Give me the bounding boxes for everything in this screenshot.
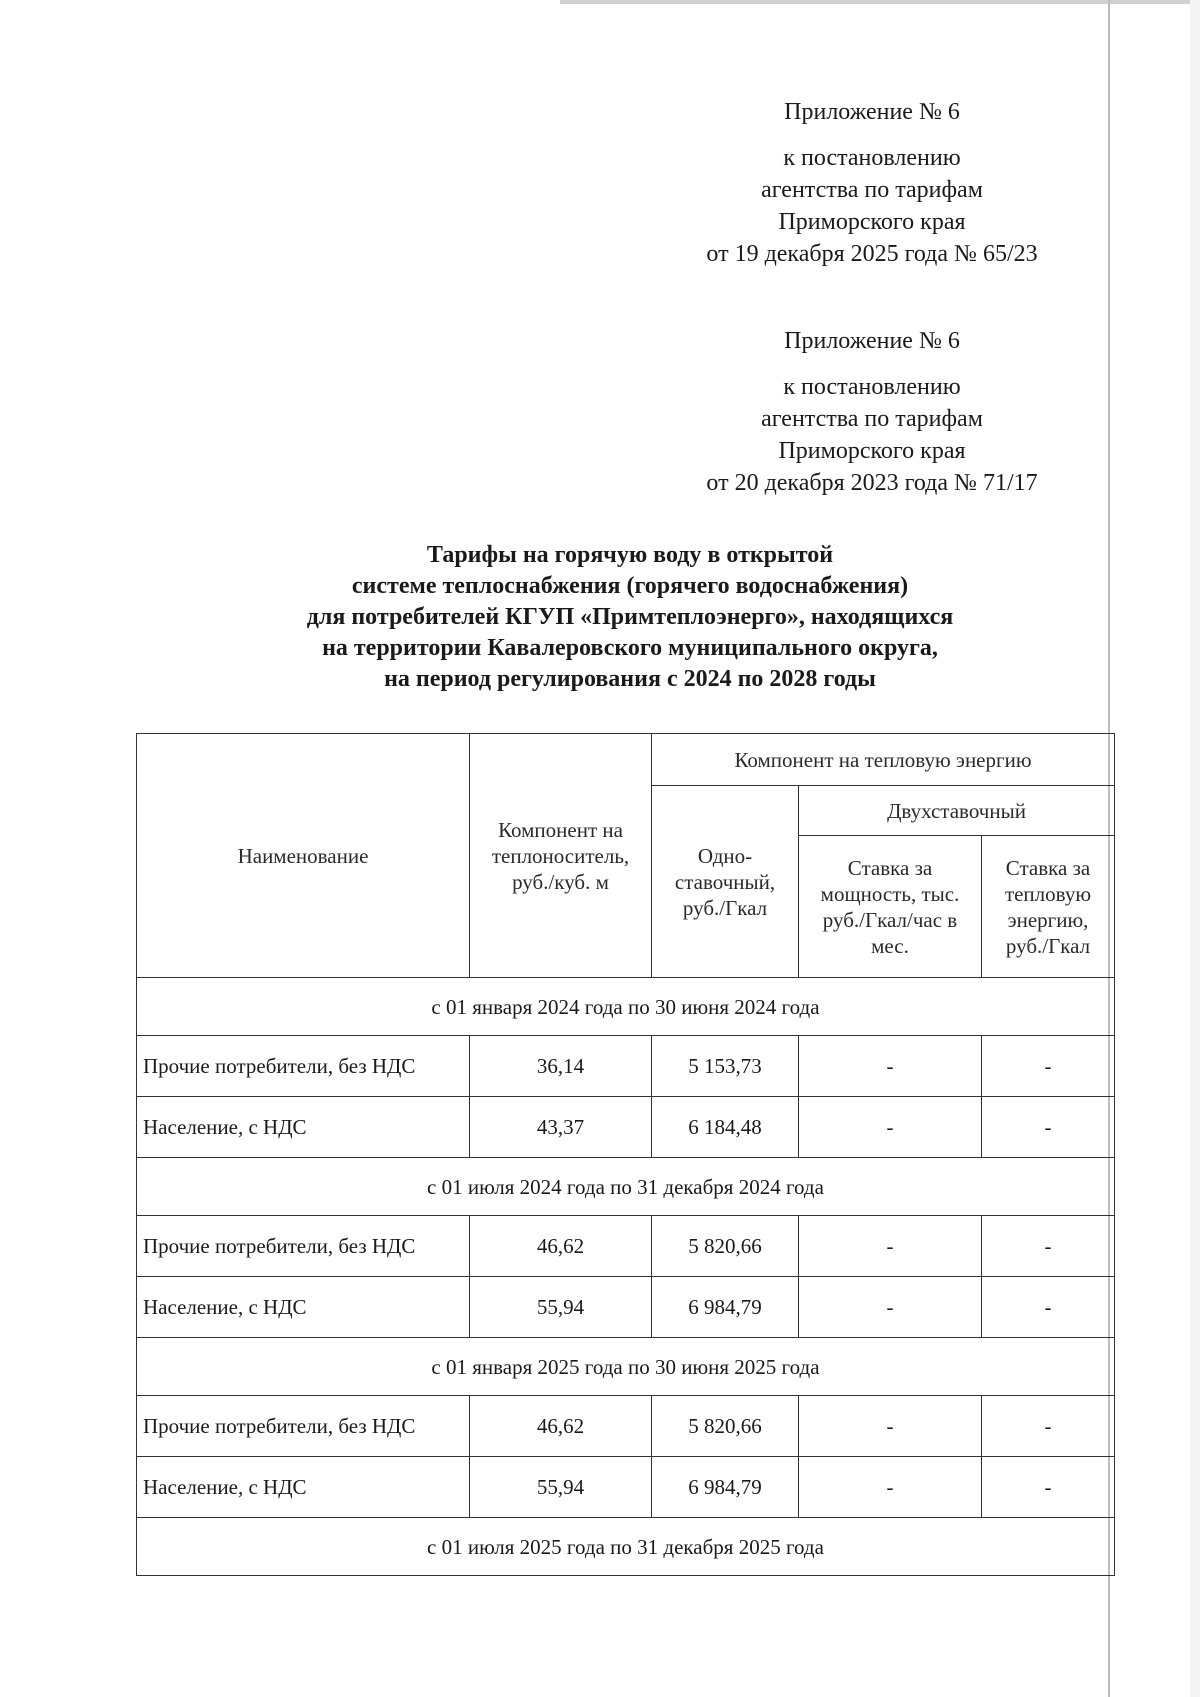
appendix-date-line: от 20 декабря 2023 года № 71/17 <box>706 470 1038 496</box>
appendix-title: Приложение № 6 <box>784 99 960 125</box>
cell-capacity-rate: - <box>799 1036 982 1097</box>
cell-single-rate: 5 153,73 <box>652 1036 799 1097</box>
title-line: для потребителей КГУП «Примтеплоэнерго», находящихся <box>306 604 954 630</box>
cell-single-rate: 5 820,66 <box>652 1216 799 1277</box>
cell-single-rate: 6 984,79 <box>652 1277 799 1338</box>
cell-name: Прочие потребители, без НДС <box>137 1216 470 1277</box>
appendix-line: к постановлению <box>783 145 961 171</box>
cell-capacity-rate: - <box>799 1097 982 1158</box>
title-line: Тарифы на горячую воду в открытой <box>426 542 834 568</box>
header-single-rate: Одно-ставочный, руб./Гкал <box>652 786 799 978</box>
appendix-title: Приложение № 6 <box>784 328 960 354</box>
cell-capacity-rate: - <box>799 1216 982 1277</box>
cell-coolant: 55,94 <box>470 1457 652 1518</box>
title-line: на период регулирования с 2024 по 2028 годы <box>384 666 876 692</box>
cell-single-rate: 6 184,48 <box>652 1097 799 1158</box>
table-row <box>137 1396 1115 1457</box>
cell-name: Население, с НДС <box>137 1457 470 1518</box>
cell-capacity-rate: - <box>799 1277 982 1338</box>
cell-name: Население, с НДС <box>137 1277 470 1338</box>
cell-name: Прочие потребители, без НДС <box>137 1396 470 1457</box>
cell-coolant: 55,94 <box>470 1277 652 1338</box>
cell-energy-rate: - <box>982 1277 1115 1338</box>
period-row: с 01 июля 2024 года по 31 декабря 2024 года <box>137 1158 1115 1216</box>
cell-capacity-rate: - <box>799 1396 982 1457</box>
table-row <box>137 1457 1115 1518</box>
header-coolant: Компонент на теплоноситель, руб./куб. м <box>470 734 652 978</box>
cell-energy-rate: - <box>982 1216 1115 1277</box>
period-row: с 01 января 2025 года по 30 июня 2025 года <box>137 1338 1115 1396</box>
header-energy-rate: Ставка за тепловую энергию, руб./Гкал <box>982 836 1115 978</box>
appendix-line: Приморского края <box>778 209 966 235</box>
header-capacity-rate: Ставка за мощность, тыс. руб./Гкал/час в мес. <box>799 836 982 978</box>
title-line: системе теплоснабжения (горячего водоснабжения) <box>351 573 909 599</box>
cell-energy-rate: - <box>982 1036 1115 1097</box>
appendix-line: Приморского края <box>778 438 966 464</box>
cell-single-rate: 6 984,79 <box>652 1457 799 1518</box>
appendix-block-current <box>662 96 1082 270</box>
tariff-table <box>136 733 1115 1576</box>
appendix-line: агентства по тарифам <box>761 406 983 432</box>
cell-coolant: 46,62 <box>470 1396 652 1457</box>
cell-coolant: 43,37 <box>470 1097 652 1158</box>
cell-single-rate: 5 820,66 <box>652 1396 799 1457</box>
scan-margin-shadow <box>1190 0 1200 1697</box>
cell-coolant: 36,14 <box>470 1036 652 1097</box>
cell-energy-rate: - <box>982 1097 1115 1158</box>
cell-name: Прочие потребители, без НДС <box>137 1036 470 1097</box>
table-row <box>137 1216 1115 1277</box>
appendix-block-original <box>662 325 1082 499</box>
cell-energy-rate: - <box>982 1396 1115 1457</box>
period-row: с 01 января 2024 года по 30 июня 2024 года <box>137 978 1115 1036</box>
table-row <box>137 1277 1115 1338</box>
header-name: Наименование <box>137 734 470 978</box>
cell-capacity-rate: - <box>799 1457 982 1518</box>
cell-name: Население, с НДС <box>137 1097 470 1158</box>
table-row <box>137 1036 1115 1097</box>
cell-coolant: 46,62 <box>470 1216 652 1277</box>
table-row <box>137 1097 1115 1158</box>
appendix-line: к постановлению <box>783 374 961 400</box>
document-title <box>130 540 1130 695</box>
title-line: на территории Кавалеровского муниципального округа, <box>322 635 938 661</box>
period-row: с 01 июля 2025 года по 31 декабря 2025 года <box>137 1518 1115 1576</box>
header-heat-energy: Компонент на тепловую энергию <box>652 734 1115 786</box>
appendix-line: агентства по тарифам <box>761 177 983 203</box>
header-two-rate: Двухставочный <box>799 786 1115 836</box>
appendix-date-line: от 19 декабря 2025 года № 65/23 <box>706 241 1038 267</box>
scan-top-edge <box>560 0 1200 4</box>
cell-energy-rate: - <box>982 1457 1115 1518</box>
